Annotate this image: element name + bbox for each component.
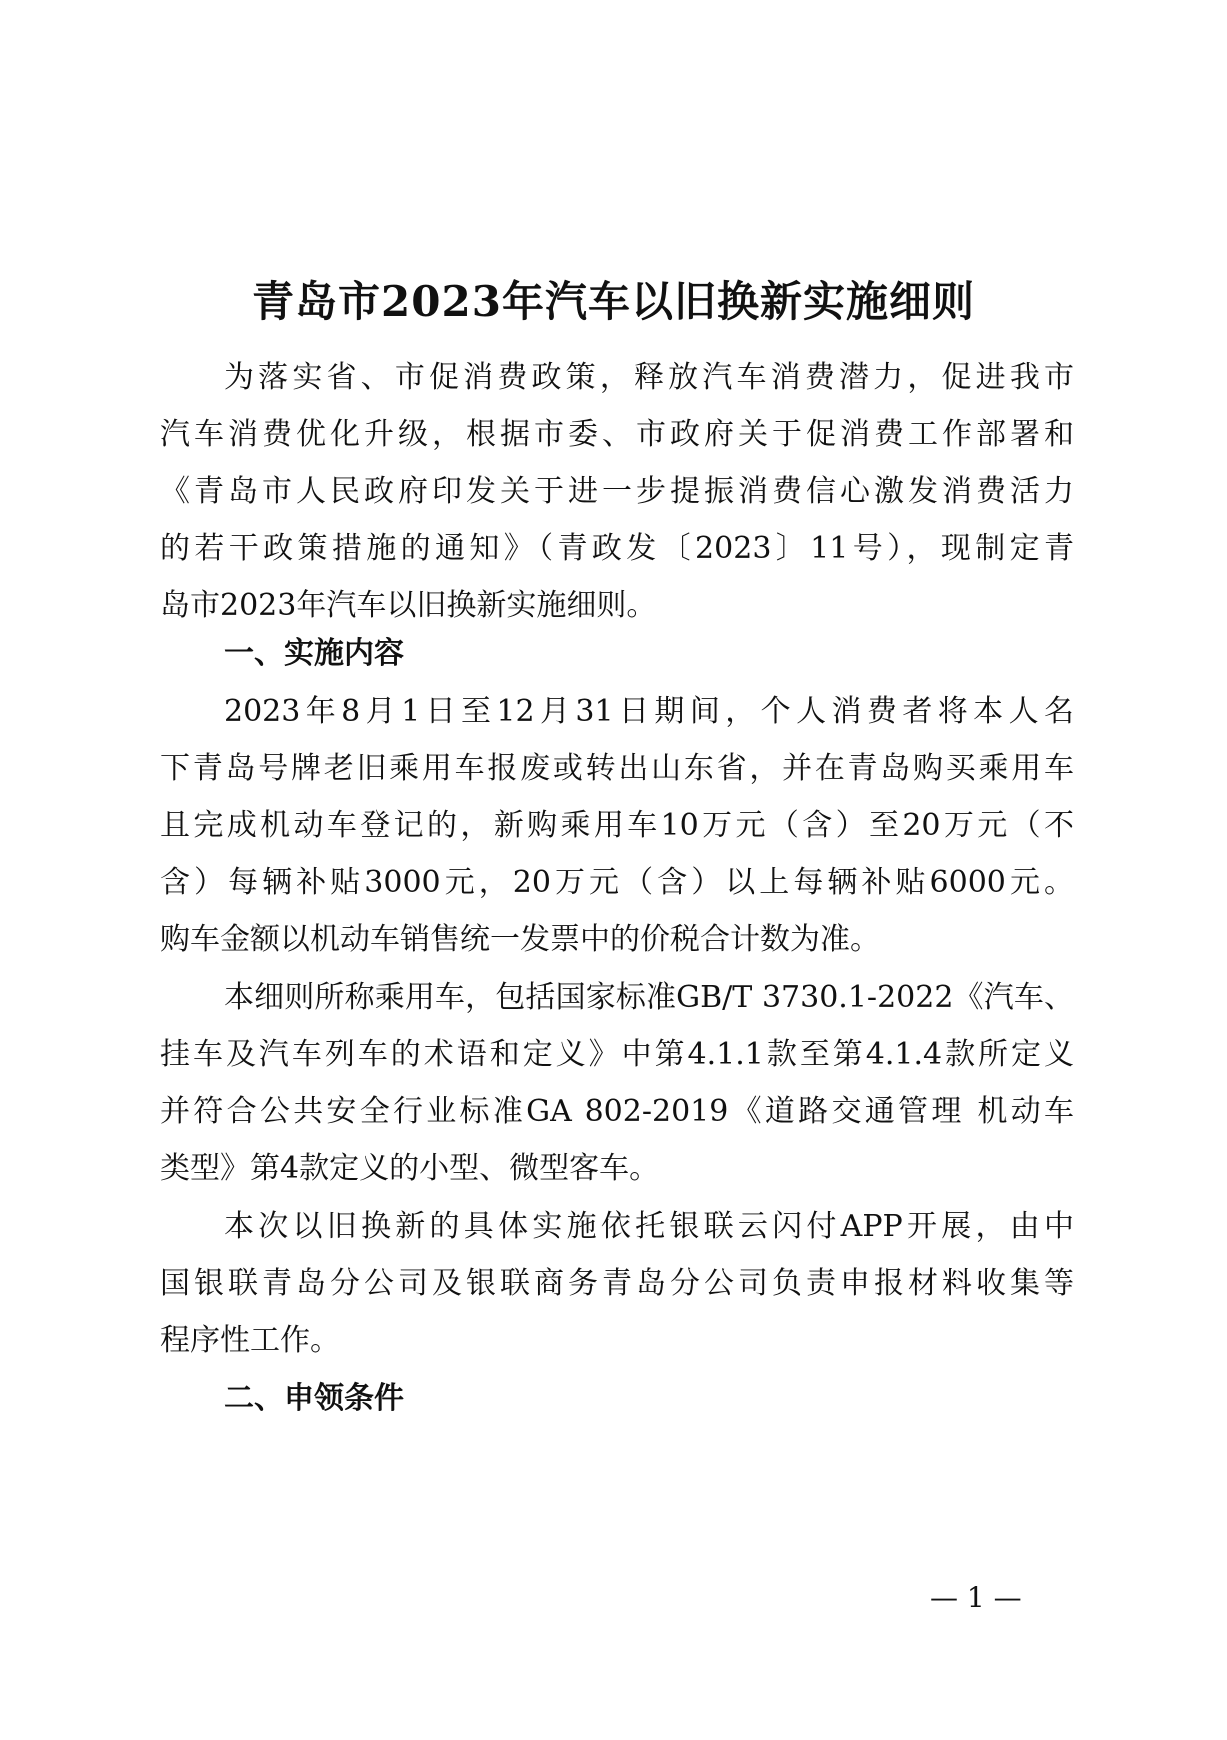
intro-line-5: 岛市2023年汽车以旧换新实施细则。 <box>160 588 657 623</box>
section1-p1-line-2: 下青岛号牌老旧乘用车报废或转出山东省，并在青岛购买乘用车 <box>160 751 1074 786</box>
intro-line-1: 为落实省、市促消费政策，释放汽车消费潜力，促进我市 <box>224 360 1074 395</box>
section1-p1-line-1: 2023年8月1日至12月31日期间，个人消费者将本人名 <box>224 694 1074 729</box>
section1-p1-line-5: 购车金额以机动车销售统一发票中的价税合计数为准。 <box>160 922 880 957</box>
intro-line-2: 汽车消费优化升级，根据市委、市政府关于促消费工作部署和 <box>160 417 1074 452</box>
intro-line-3: 《青岛市人民政府印发关于进一步提振消费信心激发消费活力 <box>160 474 1074 509</box>
section1-p2-line-4: 类型》第4款定义的小型、微型客车。 <box>160 1151 660 1186</box>
section1-p1-line-4: 含）每辆补贴3000元，20万元（含）以上每辆补贴6000元。 <box>160 865 1074 900</box>
intro-line-4: 的若干政策措施的通知》（青政发〔2023〕11号），现制定青 <box>160 531 1074 566</box>
section1-p3-line-2: 国银联青岛分公司及银联商务青岛分公司负责申报材料收集等 <box>160 1266 1074 1301</box>
section-heading-1: 一、实施内容 <box>224 636 404 671</box>
section1-p1-line-3: 且完成机动车登记的，新购乘用车10万元（含）至20万元（不 <box>160 808 1074 843</box>
section1-p3-line-1: 本次以旧换新的具体实施依托银联云闪付APP开展，由中 <box>224 1209 1074 1244</box>
section-heading-2: 二、申领条件 <box>224 1381 404 1416</box>
section1-p3-line-3: 程序性工作。 <box>160 1323 340 1358</box>
section1-p2-line-3: 并符合公共安全行业标准GA 802-2019《道路交通管理 机动车 <box>160 1094 1074 1129</box>
section1-p2-line-2: 挂车及汽车列车的术语和定义》中第4.1.1款至第4.1.4款所定义 <box>160 1037 1074 1072</box>
section1-p2-line-1: 本细则所称乘用车，包括国家标准GB/T 3730.1-2022《汽车、 <box>224 980 1074 1015</box>
page-number: — 1 — <box>930 1581 1022 1614</box>
document-title: 青岛市2023年汽车以旧换新实施细则 <box>252 277 975 326</box>
